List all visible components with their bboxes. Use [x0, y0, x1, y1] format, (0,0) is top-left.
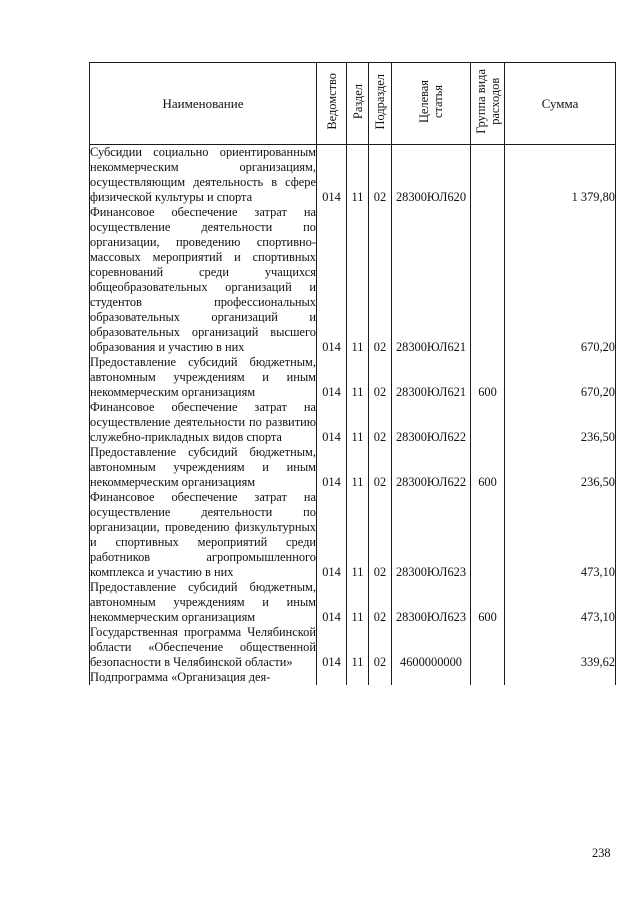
budget-table [89, 62, 616, 685]
row-department: 014 [317, 205, 347, 355]
row-expense-group [471, 670, 505, 685]
row-department: 014 [317, 355, 347, 400]
row-target-article: 28300ЮЛ622 [392, 400, 471, 445]
row-section: 11 [347, 490, 369, 580]
row-expense-group [471, 625, 505, 670]
row-target-article [392, 670, 471, 685]
row-department: 014 [317, 580, 347, 625]
header-sum: Сумма [505, 63, 616, 145]
table-header-row [90, 63, 616, 145]
row-department: 014 [317, 445, 347, 490]
row-target-article: 28300ЮЛ621 [392, 205, 471, 355]
row-name: Предоставление субсидий бюджетным, автономным учреждениям и иным некоммерческим организациям [90, 445, 316, 489]
row-target-article: 4600000000 [392, 625, 471, 670]
row-expense-group: 600 [471, 445, 505, 490]
header-department: Ведомство [317, 63, 347, 145]
table-row [90, 580, 616, 625]
row-section: 11 [347, 445, 369, 490]
row-name: Предоставление субсидий бюджетным, автономным учреждениям и иным некоммерческим организациям [90, 580, 316, 624]
table-row [90, 400, 616, 445]
row-subsection: 02 [369, 580, 392, 625]
table-row [90, 490, 616, 580]
row-subsection: 02 [369, 205, 392, 355]
row-department: 014 [317, 400, 347, 445]
row-department: 014 [317, 490, 347, 580]
row-target-article: 28300ЮЛ623 [392, 490, 471, 580]
row-sum: 473,10 [505, 490, 616, 580]
row-expense-group [471, 145, 505, 206]
row-expense-group: 600 [471, 355, 505, 400]
row-target-article: 28300ЮЛ620 [392, 145, 471, 206]
row-target-article: 28300ЮЛ623 [392, 580, 471, 625]
row-expense-group: 600 [471, 580, 505, 625]
row-subsection: 02 [369, 400, 392, 445]
row-sum: 670,20 [505, 355, 616, 400]
header-name: Наименование [90, 63, 317, 145]
page-number: 238 [592, 846, 611, 860]
row-name: Финансовое обеспечение затрат на осуществление деятельности по развитию служебно-прикладных видов спорта [90, 400, 316, 444]
row-name: Государственная программа Челябинской области «Обеспечение общественной безопасности в Челябинской области» [90, 625, 316, 669]
row-name: Финансовое обеспечение затрат на осуществление деятельности по организации, проведению спортивно-массовых мероприятий и спортивных соревнований среди учащихся общеобразовательных организаций и студентов профессиональных образовательных организаций и образовательных организаций высшего образования и участию в них [90, 205, 316, 354]
row-sum: 236,50 [505, 445, 616, 490]
header-expense-group: Группа вида расходов [471, 63, 505, 145]
row-target-article: 28300ЮЛ622 [392, 445, 471, 490]
row-sum: 236,50 [505, 400, 616, 445]
row-sum [505, 670, 616, 685]
table-row [90, 205, 616, 355]
row-name: Субсидии социально ориентированным некоммерческим организациям, осуществляющим деятельность в сфере физической культуры и спорта [90, 145, 316, 204]
header-subsection: Подраздел [369, 63, 392, 145]
row-subsection: 02 [369, 490, 392, 580]
row-section: 11 [347, 145, 369, 206]
row-sum: 339,62 [505, 625, 616, 670]
row-department: 014 [317, 145, 347, 206]
table-row [90, 445, 616, 490]
row-section: 11 [347, 580, 369, 625]
row-subsection: 02 [369, 145, 392, 206]
row-subsection: 02 [369, 625, 392, 670]
row-section [347, 670, 369, 685]
row-section: 11 [347, 205, 369, 355]
header-target-article: Целевая статья [392, 63, 471, 145]
row-sum: 473,10 [505, 580, 616, 625]
table-row [90, 145, 616, 206]
row-section: 11 [347, 400, 369, 445]
table-row [90, 670, 616, 685]
row-name: Финансовое обеспечение затрат на осуществление деятельности по организации, проведению физкультурных и спортивных мероприятий среди работников агропромышленного комплекса и участию в них [90, 490, 316, 579]
table-row [90, 355, 616, 400]
table-row [90, 625, 616, 670]
row-target-article: 28300ЮЛ621 [392, 355, 471, 400]
row-expense-group [471, 205, 505, 355]
row-name: Предоставление субсидий бюджетным, автономным учреждениям и иным некоммерческим организациям [90, 355, 316, 399]
row-expense-group [471, 400, 505, 445]
row-section: 11 [347, 625, 369, 670]
row-subsection: 02 [369, 445, 392, 490]
row-department [317, 670, 347, 685]
table-body [90, 145, 616, 686]
header-section: Раздел [347, 63, 369, 145]
row-sum: 1 379,80 [505, 145, 616, 206]
row-subsection [369, 670, 392, 685]
row-name: Подпрограмма «Организация дея- [90, 670, 317, 685]
row-department: 014 [317, 625, 347, 670]
row-subsection: 02 [369, 355, 392, 400]
row-section: 11 [347, 355, 369, 400]
row-expense-group [471, 490, 505, 580]
row-sum: 670,20 [505, 205, 616, 355]
